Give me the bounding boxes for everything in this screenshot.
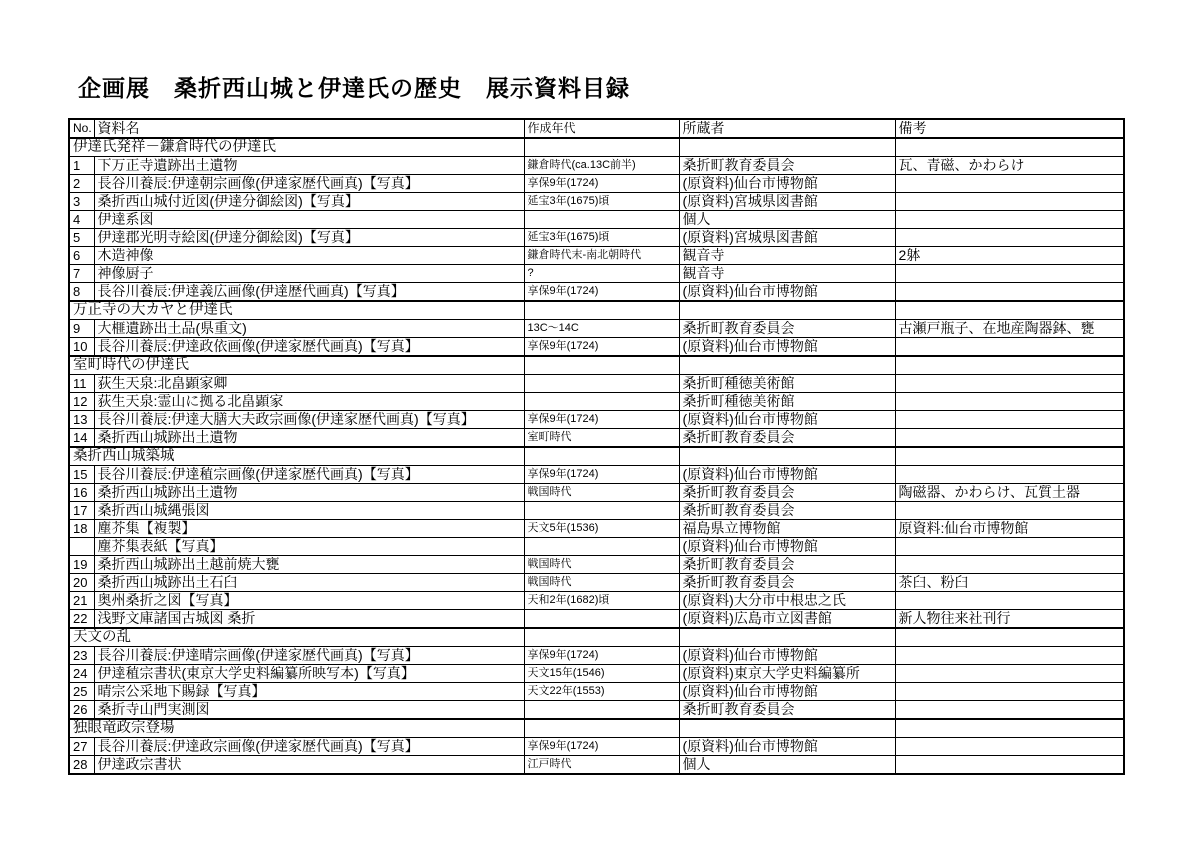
section-row — [69, 628, 1124, 647]
table-row — [69, 265, 1124, 283]
column-header-date: 作成年代 — [524, 119, 679, 138]
section-empty-cell — [895, 719, 1124, 738]
cell-name: 桑折西山城跡出土遺物 — [94, 484, 524, 502]
cell-note — [895, 393, 1124, 411]
section-title: 伊達氏発祥－鎌倉時代の伊達氏 — [69, 138, 524, 157]
table-row — [69, 484, 1124, 502]
cell-name: 長谷川養辰:伊達義広画像(伊達歴代画真)【写真】 — [94, 283, 524, 302]
section-row — [69, 356, 1124, 375]
section-title: 桑折西山城築城 — [69, 447, 524, 466]
cell-owner: (原資料)仙台市博物館 — [679, 175, 895, 193]
cell-owner: 個人 — [679, 211, 895, 229]
section-title: 万正寺の大カヤと伊達氏 — [69, 301, 524, 320]
table-row — [69, 211, 1124, 229]
cell-name: 伊達稙宗書状(東京大学史料編纂所映写本)【写真】 — [94, 665, 524, 683]
cell-no: 25 — [69, 683, 94, 701]
section-title: 室町時代の伊達氏 — [69, 356, 524, 375]
cell-owner: (原資料)仙台市博物館 — [679, 738, 895, 756]
cell-note — [895, 538, 1124, 556]
cell-name: 桑折西山城跡出土越前焼大甕 — [94, 556, 524, 574]
cell-note: 新人物往来社刊行 — [895, 610, 1124, 629]
cell-no: 4 — [69, 211, 94, 229]
cell-name: 長谷川養辰:伊達政宗画像(伊達家歴代画真)【写真】 — [94, 738, 524, 756]
cell-name: 荻生天泉:北畠顕家卿 — [94, 375, 524, 393]
cell-name: 桑折西山城縄張図 — [94, 502, 524, 520]
page-title: 企画展 桑折西山城と伊達氏の歴史 展示資料目録 — [78, 75, 630, 101]
cell-date: ? — [524, 265, 679, 283]
cell-no: 20 — [69, 574, 94, 592]
cell-name: 浅野文庫諸国古城図 桑折 — [94, 610, 524, 629]
cell-owner: 桑折町種徳美術館 — [679, 375, 895, 393]
section-empty-cell — [524, 301, 679, 320]
section-row — [69, 719, 1124, 738]
cell-name: 伊達郡光明寺絵図(伊達分御絵図)【写真】 — [94, 229, 524, 247]
cell-no: 9 — [69, 320, 94, 338]
cell-owner: (原資料)仙台市博物館 — [679, 338, 895, 357]
section-empty-cell — [895, 447, 1124, 466]
table-row — [69, 738, 1124, 756]
cell-date: 享保9年(1724) — [524, 647, 679, 665]
cell-owner: (原資料)仙台市博物館 — [679, 647, 895, 665]
table-row — [69, 502, 1124, 520]
cell-name: 塵芥集【複製】 — [94, 520, 524, 538]
section-empty-cell — [524, 447, 679, 466]
cell-date: 延宝3年(1675)頃 — [524, 229, 679, 247]
cell-owner: 桑折町教育委員会 — [679, 320, 895, 338]
cell-name: 晴宗公采地下賜録【写真】 — [94, 683, 524, 701]
cell-no: 15 — [69, 466, 94, 484]
cell-no: 3 — [69, 193, 94, 211]
cell-owner: (原資料)宮城県図書館 — [679, 193, 895, 211]
header-row — [69, 119, 1124, 138]
table-row — [69, 193, 1124, 211]
section-empty-cell — [895, 138, 1124, 157]
table-row — [69, 175, 1124, 193]
section-empty-cell — [679, 719, 895, 738]
cell-note — [895, 175, 1124, 193]
cell-no: 8 — [69, 283, 94, 302]
cell-no: 21 — [69, 592, 94, 610]
cell-no: 6 — [69, 247, 94, 265]
cell-owner: 観音寺 — [679, 265, 895, 283]
cell-name: 奥州桑折之図【写真】 — [94, 592, 524, 610]
section-empty-cell — [524, 719, 679, 738]
section-empty-cell — [679, 628, 895, 647]
section-empty-cell — [895, 356, 1124, 375]
cell-owner: 福島県立博物館 — [679, 520, 895, 538]
cell-name: 伊達政宗書状 — [94, 756, 524, 775]
cell-date: 享保9年(1724) — [524, 411, 679, 429]
cell-note — [895, 338, 1124, 357]
column-header-note: 備考 — [895, 119, 1124, 138]
cell-date — [524, 610, 679, 629]
section-row — [69, 447, 1124, 466]
table-body — [69, 138, 1124, 774]
table-row — [69, 320, 1124, 338]
cell-note — [895, 193, 1124, 211]
section-empty-cell — [524, 138, 679, 157]
cell-name: 長谷川養辰:伊達稙宗画像(伊達家歴代画真)【写真】 — [94, 466, 524, 484]
cell-no: 28 — [69, 756, 94, 775]
table-row — [69, 592, 1124, 610]
table-row — [69, 647, 1124, 665]
cell-date: 鎌倉時代末-南北朝時代 — [524, 247, 679, 265]
cell-note: 原資料:仙台市博物館 — [895, 520, 1124, 538]
cell-note — [895, 556, 1124, 574]
column-header-name: 資料名 — [94, 119, 524, 138]
cell-owner: (原資料)東京大学史料編纂所 — [679, 665, 895, 683]
cell-date: 延宝3年(1675)頃 — [524, 193, 679, 211]
table-row — [69, 375, 1124, 393]
cell-no: 12 — [69, 393, 94, 411]
cell-note — [895, 211, 1124, 229]
section-title: 独眼竜政宗登場 — [69, 719, 524, 738]
cell-date: 享保9年(1724) — [524, 338, 679, 357]
cell-note — [895, 411, 1124, 429]
cell-note — [895, 756, 1124, 775]
table-row — [69, 283, 1124, 302]
cell-name: 桑折西山城跡出土石臼 — [94, 574, 524, 592]
cell-date: 江戸時代 — [524, 756, 679, 775]
cell-owner: (原資料)仙台市博物館 — [679, 283, 895, 302]
cell-note — [895, 429, 1124, 448]
section-empty-cell — [679, 301, 895, 320]
cell-no: 23 — [69, 647, 94, 665]
cell-name: 伊達系図 — [94, 211, 524, 229]
cell-date — [524, 211, 679, 229]
cell-no: 16 — [69, 484, 94, 502]
cell-date: 享保9年(1724) — [524, 283, 679, 302]
cell-note — [895, 229, 1124, 247]
cell-note: 瓦、青磁、かわらけ — [895, 157, 1124, 175]
cell-date: 天文22年(1553) — [524, 683, 679, 701]
cell-date: 天和2年(1682)頃 — [524, 592, 679, 610]
section-empty-cell — [679, 356, 895, 375]
table-row — [69, 756, 1124, 775]
cell-date — [524, 701, 679, 720]
cell-name: 荻生天泉:霊山に拠る北畠顕家 — [94, 393, 524, 411]
cell-name: 長谷川養辰:伊達晴宗画像(伊達家歴代画真)【写真】 — [94, 647, 524, 665]
cell-no: 14 — [69, 429, 94, 448]
cell-name: 長谷川養辰:伊達政依画像(伊達家歴代画真)【写真】 — [94, 338, 524, 357]
cell-owner: 桑折町種徳美術館 — [679, 393, 895, 411]
cell-note: 古瀬戸瓶子、在地産陶器鉢、甕 — [895, 320, 1124, 338]
cell-note — [895, 683, 1124, 701]
cell-owner: 観音寺 — [679, 247, 895, 265]
cell-owner: (原資料)仙台市博物館 — [679, 538, 895, 556]
cell-name: 桑折寺山門実測図 — [94, 701, 524, 720]
cell-note: 陶磁器、かわらけ、瓦質土器 — [895, 484, 1124, 502]
cell-no: 18 — [69, 520, 94, 538]
table-row — [69, 429, 1124, 448]
table-row — [69, 157, 1124, 175]
table-row — [69, 520, 1124, 538]
cell-no: 7 — [69, 265, 94, 283]
cell-date — [524, 375, 679, 393]
cell-owner: 桑折町教育委員会 — [679, 701, 895, 720]
section-empty-cell — [524, 628, 679, 647]
cell-no: 11 — [69, 375, 94, 393]
section-empty-cell — [895, 628, 1124, 647]
cell-no: 27 — [69, 738, 94, 756]
cell-note — [895, 592, 1124, 610]
cell-name: 長谷川養辰:伊達大膳大夫政宗画像(伊達家歴代画真)【写真】 — [94, 411, 524, 429]
cell-date — [524, 538, 679, 556]
cell-no: 5 — [69, 229, 94, 247]
cell-no: 1 — [69, 157, 94, 175]
cell-owner: 桑折町教育委員会 — [679, 157, 895, 175]
cell-name: 下万正寺遺跡出土遺物 — [94, 157, 524, 175]
cell-name: 桑折西山城付近図(伊達分御絵図)【写真】 — [94, 193, 524, 211]
table-row — [69, 247, 1124, 265]
cell-owner: (原資料)仙台市博物館 — [679, 411, 895, 429]
section-empty-cell — [679, 447, 895, 466]
section-empty-cell — [679, 138, 895, 157]
section-row — [69, 138, 1124, 157]
cell-date — [524, 393, 679, 411]
column-header-no: No. — [69, 119, 94, 138]
cell-owner: (原資料)仙台市博物館 — [679, 466, 895, 484]
cell-date: 享保9年(1724) — [524, 466, 679, 484]
cell-note — [895, 265, 1124, 283]
cell-note — [895, 665, 1124, 683]
cell-no: 17 — [69, 502, 94, 520]
cell-owner: 桑折町教育委員会 — [679, 429, 895, 448]
cell-no: 26 — [69, 701, 94, 720]
table-row — [69, 556, 1124, 574]
cell-date: 享保9年(1724) — [524, 738, 679, 756]
cell-note: 茶臼、粉臼 — [895, 574, 1124, 592]
cell-date: 天文5年(1536) — [524, 520, 679, 538]
column-header-owner: 所蔵者 — [679, 119, 895, 138]
table-row — [69, 229, 1124, 247]
cell-no: 13 — [69, 411, 94, 429]
section-row — [69, 301, 1124, 320]
cell-note — [895, 701, 1124, 720]
cell-date: 天文15年(1546) — [524, 665, 679, 683]
cell-name: 大榧遺跡出土品(県重文) — [94, 320, 524, 338]
cell-note — [895, 466, 1124, 484]
table-row — [69, 538, 1124, 556]
cell-note — [895, 738, 1124, 756]
section-empty-cell — [524, 356, 679, 375]
exhibit-catalog-table — [68, 118, 1125, 775]
table-row — [69, 683, 1124, 701]
cell-note — [895, 502, 1124, 520]
cell-owner: (原資料)仙台市博物館 — [679, 683, 895, 701]
cell-name: 神像厨子 — [94, 265, 524, 283]
table-row — [69, 411, 1124, 429]
table-row — [69, 701, 1124, 720]
cell-owner: 桑折町教育委員会 — [679, 574, 895, 592]
cell-date: 享保9年(1724) — [524, 175, 679, 193]
table-row — [69, 610, 1124, 629]
cell-date: 戦国時代 — [524, 484, 679, 502]
cell-owner: (原資料)宮城県図書館 — [679, 229, 895, 247]
cell-name: 長谷川養辰:伊達朝宗画像(伊達家歴代画真)【写真】 — [94, 175, 524, 193]
table-row — [69, 574, 1124, 592]
cell-name: 塵芥集表紙【写真】 — [94, 538, 524, 556]
cell-note — [895, 647, 1124, 665]
table-row — [69, 466, 1124, 484]
cell-owner: 個人 — [679, 756, 895, 775]
cell-owner: 桑折町教育委員会 — [679, 502, 895, 520]
cell-note: 2躰 — [895, 247, 1124, 265]
table-row — [69, 338, 1124, 357]
cell-owner: (原資料)広島市立図書館 — [679, 610, 895, 629]
table-row — [69, 393, 1124, 411]
cell-no: 2 — [69, 175, 94, 193]
cell-date: 鎌倉時代(ca.13C前半) — [524, 157, 679, 175]
cell-date: 戦国時代 — [524, 574, 679, 592]
cell-owner: (原資料)大分市中根忠之氏 — [679, 592, 895, 610]
cell-name: 桑折西山城跡出土遺物 — [94, 429, 524, 448]
cell-no: 24 — [69, 665, 94, 683]
cell-no — [69, 538, 94, 556]
cell-note — [895, 375, 1124, 393]
cell-no: 10 — [69, 338, 94, 357]
table-header — [69, 119, 1124, 138]
cell-owner: 桑折町教育委員会 — [679, 556, 895, 574]
cell-no: 19 — [69, 556, 94, 574]
cell-owner: 桑折町教育委員会 — [679, 484, 895, 502]
cell-no: 22 — [69, 610, 94, 629]
cell-name: 木造神像 — [94, 247, 524, 265]
cell-date: 13C～14C — [524, 320, 679, 338]
cell-date: 戦国時代 — [524, 556, 679, 574]
section-title: 天文の乱 — [69, 628, 524, 647]
cell-date: 室町時代 — [524, 429, 679, 448]
cell-date — [524, 502, 679, 520]
section-empty-cell — [895, 301, 1124, 320]
table-row — [69, 665, 1124, 683]
cell-note — [895, 283, 1124, 302]
